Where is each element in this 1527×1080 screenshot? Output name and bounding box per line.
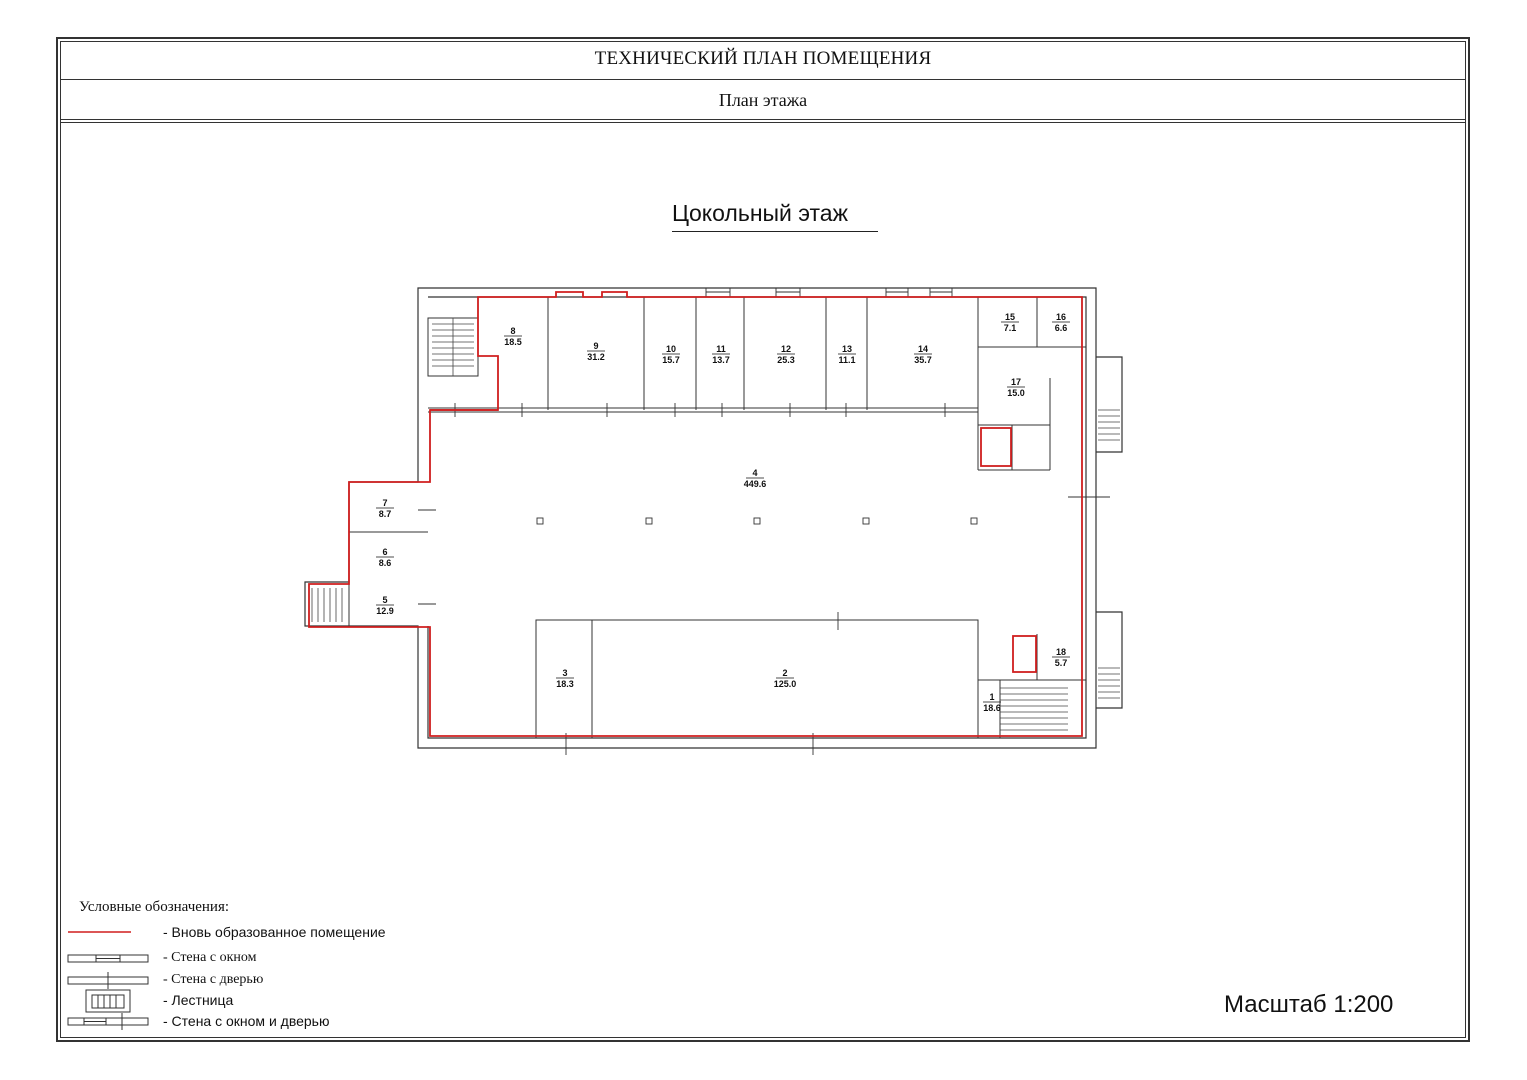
room-number: 15 (1004, 312, 1016, 322)
room-number: 6 (382, 547, 388, 557)
room-label-3 (556, 668, 574, 689)
room-area: 8.6 (378, 558, 392, 568)
document-subtitle: План этажа (718, 90, 808, 110)
room-label-10 (662, 344, 680, 365)
room-number: 2 (782, 668, 788, 678)
room-area: 15.7 (662, 355, 680, 365)
room-area: 18.5 (504, 337, 522, 347)
room-area: 31.2 (587, 352, 605, 362)
room-label-4 (744, 468, 767, 489)
room-number: 9 (593, 341, 599, 351)
room-labels (376, 312, 1070, 713)
room-area: 13.7 (712, 355, 730, 365)
legend-item-wall-window-door: - Стена с окном и дверью (163, 1013, 330, 1029)
room-area: 449.6 (743, 479, 767, 489)
room-area: 18.6 (983, 703, 1001, 713)
room-label-8 (504, 326, 522, 347)
room-area: 15.0 (1007, 388, 1025, 398)
room-area: 18.3 (556, 679, 574, 689)
room-number: 18 (1055, 647, 1067, 657)
room-label-13 (838, 344, 856, 365)
room-label-2 (774, 668, 797, 689)
legend-item-wall-window: - Стена с окном (163, 950, 257, 965)
room-number: 11 (716, 344, 726, 354)
legend-item-wall-door: - Стена с дверью (163, 972, 264, 987)
room-number: 3 (562, 668, 568, 678)
room-label-7 (376, 498, 394, 519)
room-number: 13 (841, 344, 853, 354)
room-number: 14 (917, 344, 929, 354)
room-area: 6.6 (1054, 323, 1068, 333)
room-label-16 (1052, 312, 1070, 333)
room-area: 7.1 (1003, 323, 1017, 333)
room-label-5 (376, 595, 394, 616)
room-area: 11.1 (838, 355, 856, 365)
room-number: 16 (1055, 312, 1067, 322)
room-number: 4 (752, 468, 758, 478)
scale-label: Масштаб 1:200 (1224, 991, 1394, 1018)
room-area: 125.0 (773, 679, 797, 689)
room-area: 35.7 (914, 355, 932, 365)
floor-title: Цокольный этаж (672, 200, 878, 232)
room-label-9 (587, 341, 605, 362)
room-label-18 (1052, 647, 1070, 668)
room-number: 12 (780, 344, 792, 354)
wall-window-door-icon (68, 1013, 148, 1030)
document-title: ТЕХНИЧЕСКИЙ ПЛАН ПОМЕЩЕНИЯ (594, 48, 932, 69)
room-area: 12.9 (376, 606, 394, 616)
room-label-1 (983, 692, 1001, 713)
legend-title: Условные обозначения: (79, 899, 230, 915)
room-number: 7 (382, 498, 388, 508)
stairs-icon (86, 990, 130, 1012)
room-label-14 (914, 344, 932, 365)
door-marks (418, 403, 1110, 755)
room-number: 10 (665, 344, 677, 354)
room-number: 5 (382, 595, 388, 605)
room-number: 17 (1010, 377, 1022, 387)
room-label-11 (712, 344, 730, 365)
room-number: 1 (989, 692, 995, 702)
legend-symbols (68, 932, 148, 1030)
columns (537, 518, 977, 524)
room-label-17 (1007, 377, 1025, 398)
room-area: 5.7 (1054, 658, 1068, 668)
wall-door-icon (68, 972, 148, 989)
legend-item-new-room: - Вновь образованное помещение (163, 924, 386, 940)
stair-treads (312, 318, 1120, 730)
window-marks (706, 288, 952, 297)
room-label-6 (376, 547, 394, 568)
room-area: 25.3 (777, 355, 795, 365)
room-label-12 (777, 344, 795, 365)
room-number: 8 (510, 326, 516, 336)
room-label-15 (1001, 312, 1019, 333)
wall-window-icon (68, 955, 148, 962)
legend-item-stairs: - Лестница (163, 992, 234, 1008)
room-area: 8.7 (378, 509, 392, 519)
